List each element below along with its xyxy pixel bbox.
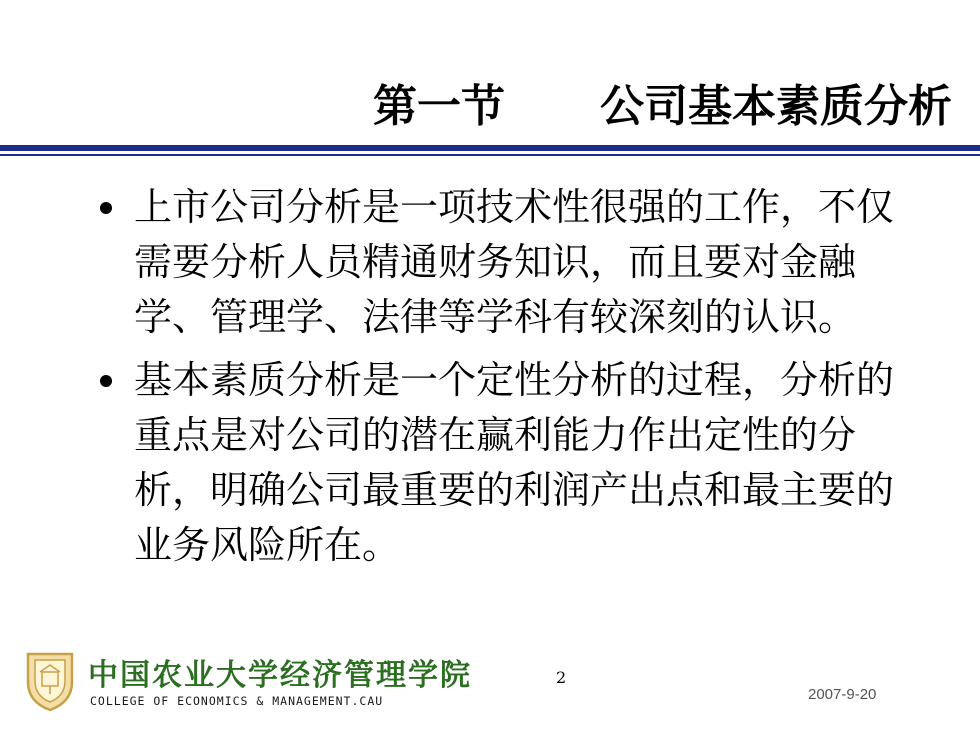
title-rule-thin [0, 154, 980, 156]
title-rule-thick [0, 145, 980, 151]
title-section: 第一节 [373, 81, 505, 132]
bullet-item [100, 353, 900, 573]
slide-date: 2007-9-20 [808, 686, 877, 703]
college-name-english: COLLEGE OF ECONOMICS & MANAGEMENT.CAU [90, 694, 384, 708]
college-name-chinese: 中国农业大学经济管理学院 [88, 658, 472, 693]
bullet-dot-icon [100, 375, 112, 387]
bullet-text: 上市公司分析是一项技术性很强的工作，不仅需要分析人员精通财务知识，而且要对金融学、管理学、法律等学科有较深刻的认识。 [134, 185, 895, 339]
slide-title [373, 70, 952, 134]
title-topic: 公司基本素质分析 [600, 81, 952, 132]
bullet-text: 基本素质分析是一个定性分析的过程，分析的重点是对公司的潜在赢利能力作出定性的分析，明确公司最重要的利润产出点和最主要的业务风险所在。 [134, 358, 895, 567]
college-emblem-icon [22, 648, 78, 712]
bullet-list [100, 180, 900, 581]
bullet-item [100, 180, 900, 345]
page-number: 2 [556, 668, 567, 687]
bullet-dot-icon [100, 202, 112, 214]
